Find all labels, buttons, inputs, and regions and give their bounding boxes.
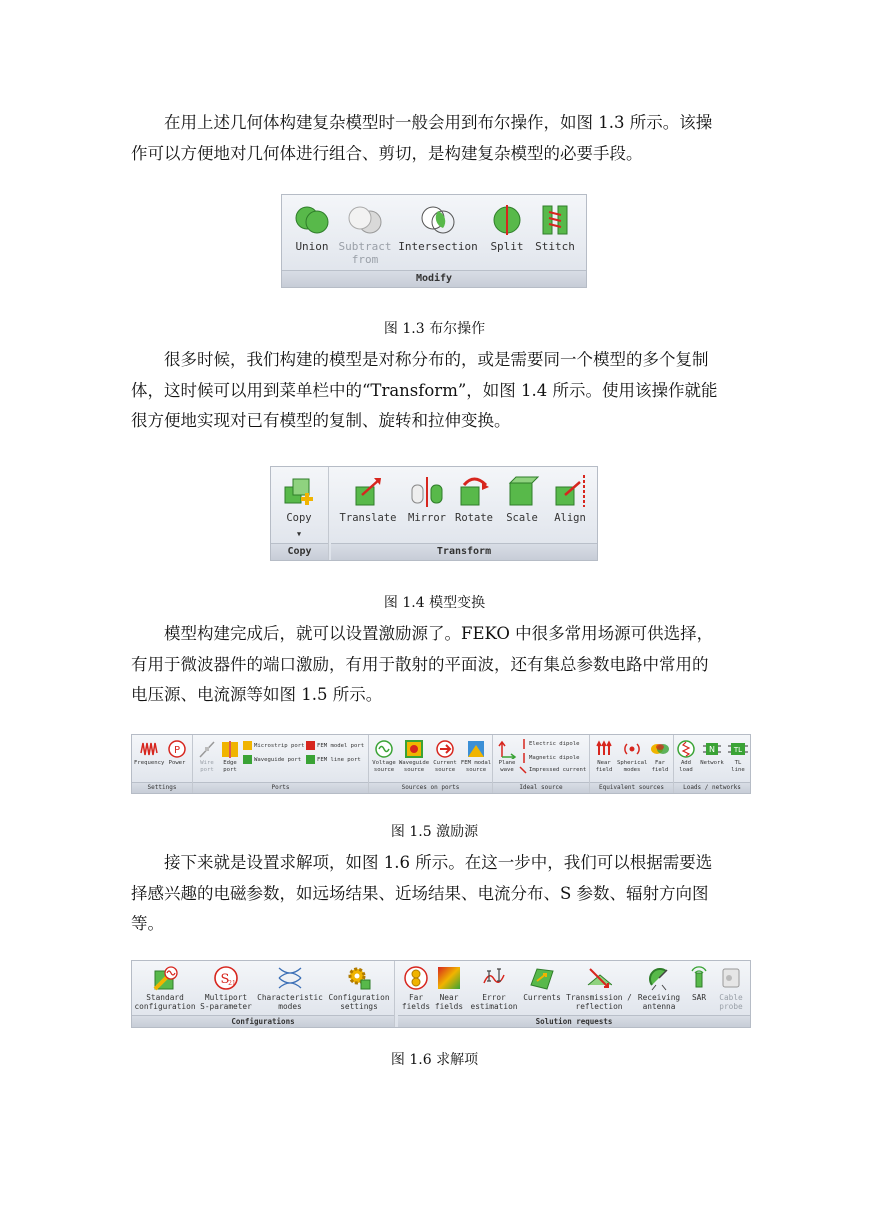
antenna-icon [646, 965, 672, 991]
receiving-antenna-button[interactable] [634, 965, 684, 1012]
transform-group [331, 467, 597, 560]
transform-group-label: Transform [331, 543, 597, 560]
copy-label: Copy [286, 512, 312, 524]
align-icon [552, 473, 588, 509]
s-glyph: S [220, 972, 230, 987]
subtract-from-button[interactable] [336, 203, 394, 266]
plane-wave-button[interactable] [495, 739, 519, 773]
copy-dropdown-icon[interactable]: ▾ [295, 527, 303, 540]
fem-modal-source-icon [466, 739, 486, 759]
currents-icon [529, 965, 555, 991]
characteristic-modes-icon [277, 965, 303, 991]
split-icon [489, 203, 525, 237]
far-fields-icon [403, 965, 429, 991]
rotate-icon [456, 473, 492, 509]
power-icon [167, 739, 187, 759]
waveguide-port-icon [243, 755, 252, 764]
text-line: 择感兴趣的电磁参数，如远场结果、近场结果、电流分布、S 参数、辐射方向图 [131, 883, 709, 903]
s-parameter-icon [213, 965, 239, 991]
cable-probe-button[interactable] [714, 965, 748, 1012]
svg-text:P: P [173, 745, 181, 756]
standard-configuration-button[interactable] [133, 965, 197, 1012]
subtract-label: Subtract from [338, 240, 392, 267]
subtract-icon [347, 203, 383, 237]
scale-label: Scale [506, 512, 538, 524]
configuration-settings-button[interactable] [325, 965, 393, 1012]
copy-group [271, 467, 329, 560]
transmission-reflection-button[interactable] [564, 965, 634, 1012]
translate-button[interactable] [333, 473, 403, 525]
configuration-settings-label: Configuration settings [328, 993, 390, 1012]
intersection-icon [420, 203, 456, 237]
sources-group [369, 735, 493, 793]
near-field-source-button[interactable] [591, 739, 617, 773]
far-fields-button[interactable] [400, 965, 432, 1012]
near-field-icon [594, 739, 614, 759]
wire-port-label: Wire port [200, 760, 214, 773]
configurations-group-label: Configurations [132, 1015, 394, 1027]
frequency-button[interactable] [134, 739, 164, 767]
waveguide-port-button[interactable] [243, 755, 301, 764]
scale-button[interactable] [499, 473, 545, 525]
electric-dipole-label: Electric dipole [529, 740, 580, 747]
ideal-source-group [493, 735, 590, 793]
far-field-label: Far field [651, 760, 669, 773]
fem-modal-source-label: FEM modal source [460, 760, 492, 773]
standard-configuration-label: Standard configuration [134, 993, 196, 1012]
impressed-current-label: Impressed current [529, 767, 587, 773]
frequency-icon [139, 739, 159, 759]
power-label: Power [168, 760, 186, 766]
fem-modal-port-label: FEM model port [317, 742, 365, 749]
edge-port-label: Edge port [223, 760, 237, 773]
sar-label: SAR [691, 993, 707, 1002]
paragraph-solution [131, 848, 739, 940]
solution-ribbon [131, 960, 751, 1028]
voltage-source-label: Voltage source [372, 760, 396, 773]
edge-port-button[interactable] [219, 739, 241, 773]
magnetic-dipole-button[interactable] [521, 752, 580, 763]
wire-port-button[interactable] [195, 739, 219, 773]
text-line: 有用于微波器件的端口激励，有用于散射的平面波，还有集总参数电路中常用的 [131, 654, 709, 674]
text-line: 等。 [131, 914, 164, 933]
currents-button[interactable] [522, 965, 562, 1002]
split-button[interactable] [486, 203, 528, 253]
fem-modal-source-button[interactable] [460, 739, 492, 773]
text-line: 在用上述几何体构建复杂模型时一般会用到布尔操作，如图 1.3 所示。该操 [164, 113, 713, 132]
waveguide-port-label: Waveguide port [254, 756, 302, 763]
union-button[interactable] [290, 203, 334, 253]
cable-probe-label: Cable probe [719, 993, 743, 1012]
intersection-label: Intersection [398, 240, 478, 253]
impressed-current-icon [519, 766, 527, 774]
ideal-source-group-label: Ideal source [493, 782, 589, 793]
fem-modal-port-icon [306, 741, 315, 750]
current-source-icon [435, 739, 455, 759]
configurations-group [132, 961, 395, 1027]
copy-icon [281, 473, 317, 509]
mirror-label: Mirror [408, 512, 446, 524]
tl-line-label: TL line [731, 760, 745, 773]
spherical-modes-button[interactable] [617, 739, 647, 773]
far-field-icon [650, 739, 670, 759]
sar-icon [686, 965, 712, 991]
svg-text:N: N [709, 745, 715, 754]
mirror-button[interactable] [404, 473, 450, 525]
transmission-reflection-label: Transmission / reflection [566, 993, 632, 1012]
cable-probe-icon [718, 965, 744, 991]
modify-group-label: Modify [282, 270, 586, 287]
translate-icon [350, 473, 386, 509]
near-fields-icon [436, 965, 462, 991]
multiport-s-parameter-label: Multiport S-parameter [200, 993, 252, 1012]
solution-requests-group-label: Solution requests [398, 1015, 750, 1027]
voltage-source-button[interactable] [370, 739, 398, 773]
transform-ribbon [270, 466, 598, 561]
stitch-label: Stitch [535, 240, 575, 253]
sar-button[interactable] [684, 965, 714, 1002]
add-load-button[interactable] [675, 739, 697, 773]
error-estimation-label: Error estimation [470, 993, 518, 1012]
receiving-antenna-label: Receiving antenna [637, 993, 681, 1012]
gear-icon [346, 965, 372, 991]
sources-group-label: Sources on ports [369, 782, 492, 793]
multiport-s-parameter-button[interactable] [197, 965, 255, 1012]
equivalent-sources-group [590, 735, 674, 793]
paragraph-transform [131, 345, 739, 437]
equivalent-sources-group-label: Equivalent sources [590, 782, 673, 793]
caption-fig14: 图 1.4 模型变换 [383, 595, 486, 611]
svg-text:TL: TL [733, 746, 743, 754]
near-fields-label: Near fields [434, 993, 464, 1012]
text-line: 电压源、电流源等如图 1.5 所示。 [131, 685, 383, 704]
fem-line-port-label: FEM line port [317, 756, 361, 763]
text-line: 作可以方便地对几何体进行组合、剪切，是构建复杂模型的必要手段。 [131, 143, 643, 163]
near-field-label: Near field [595, 760, 613, 773]
network-label: Network [700, 760, 724, 766]
frequency-label: Frequency [134, 760, 165, 766]
fem-line-port-icon [306, 755, 315, 764]
far-fields-label: Far fields [401, 993, 431, 1012]
spherical-modes-label: Spherical modes [617, 760, 648, 773]
spherical-modes-icon [622, 739, 642, 759]
impressed-current-button[interactable] [519, 766, 586, 774]
loads-networks-group-label: Loads / networks [674, 782, 750, 793]
caption-fig15: 图 1.5 激励源 [390, 824, 479, 840]
characteristic-modes-button[interactable] [255, 965, 325, 1012]
error-estimation-icon [481, 965, 507, 991]
current-source-label: Current source [433, 760, 457, 773]
electric-dipole-button[interactable] [521, 738, 580, 749]
rotate-label: Rotate [455, 512, 493, 524]
waveguide-source-button[interactable] [398, 739, 430, 773]
near-fields-button[interactable] [432, 965, 466, 1012]
plane-wave-label: Plane wave [498, 760, 516, 773]
intersection-button[interactable] [396, 203, 480, 253]
currents-label: Currents [523, 993, 561, 1002]
split-label: Split [490, 240, 524, 253]
current-source-button[interactable] [430, 739, 460, 773]
power-button[interactable] [164, 739, 190, 767]
tl-line-button[interactable] [727, 739, 749, 773]
error-estimation-button[interactable] [466, 965, 522, 1012]
voltage-source-icon [374, 739, 394, 759]
align-button[interactable] [547, 473, 593, 525]
microstrip-label: Microstrip port [254, 742, 305, 749]
fem-line-port-button[interactable] [306, 755, 361, 764]
text-line: 接下来就是设置求解项，如图 1.6 所示。在这一步中，我们可以根据需要选 [164, 853, 713, 872]
caption-fig16: 图 1.6 求解项 [390, 1052, 479, 1068]
translate-label: Translate [339, 512, 397, 524]
sources-ribbon [131, 734, 751, 794]
loads-networks-group [674, 735, 750, 793]
rotate-button[interactable] [451, 473, 497, 525]
microstrip-icon [243, 741, 252, 750]
text-line: 很方便地实现对已有模型的复制、旋转和拉伸变换。 [131, 411, 511, 430]
tl-line-icon [728, 739, 748, 759]
text-line: 模型构建完成后，就可以设置激励源了。FEKO 中很多常用场源可供选择， [164, 624, 714, 643]
plane-wave-icon [497, 739, 517, 759]
transmission-reflection-icon [586, 965, 612, 991]
waveguide-source-icon [404, 739, 424, 759]
paragraph-boolean [131, 108, 739, 169]
standard-configuration-icon [152, 965, 178, 991]
union-label: Union [295, 240, 329, 253]
add-load-label: Add load [679, 760, 693, 773]
electric-dipole-icon [521, 738, 527, 749]
add-load-icon [676, 739, 696, 759]
network-button[interactable] [697, 739, 727, 767]
copy-button[interactable] [276, 473, 322, 540]
microstrip-port-button[interactable] [243, 741, 305, 750]
magnetic-dipole-label: Magnetic dipole [529, 754, 580, 761]
ports-group [193, 735, 369, 793]
union-icon [294, 203, 330, 237]
edge-port-icon [220, 739, 240, 759]
scale-icon [504, 473, 540, 509]
waveguide-source-label: Waveguide source [398, 760, 430, 773]
characteristic-modes-label: Characteristic modes [257, 993, 323, 1012]
align-label: Align [554, 512, 586, 524]
paragraph-sources [131, 619, 739, 711]
stitch-button[interactable] [532, 203, 578, 253]
text-line: 很多时候，我们构建的模型是对称分布的，或是需要同一个模型的多个复制 [164, 350, 709, 369]
magnetic-dipole-icon [521, 752, 527, 763]
s-subscript: 21 [228, 980, 236, 987]
text-line: 体，这时候可以用到菜单栏中的“Transform”，如图 1.4 所示。使用该操作就能 [131, 380, 718, 400]
settings-group-label: Settings [132, 782, 192, 793]
settings-group [132, 735, 193, 793]
far-field-source-button[interactable] [647, 739, 673, 773]
stitch-icon [537, 203, 573, 237]
modify-ribbon [281, 194, 587, 288]
ports-group-label: Ports [193, 782, 368, 793]
mirror-icon [409, 473, 445, 509]
solution-requests-group [398, 961, 750, 1027]
wire-port-icon [197, 739, 217, 759]
caption-fig13: 图 1.3 布尔操作 [383, 321, 486, 337]
fem-modal-port-button[interactable] [306, 741, 364, 750]
copy-group-label: Copy [271, 543, 328, 560]
network-icon [702, 739, 722, 759]
